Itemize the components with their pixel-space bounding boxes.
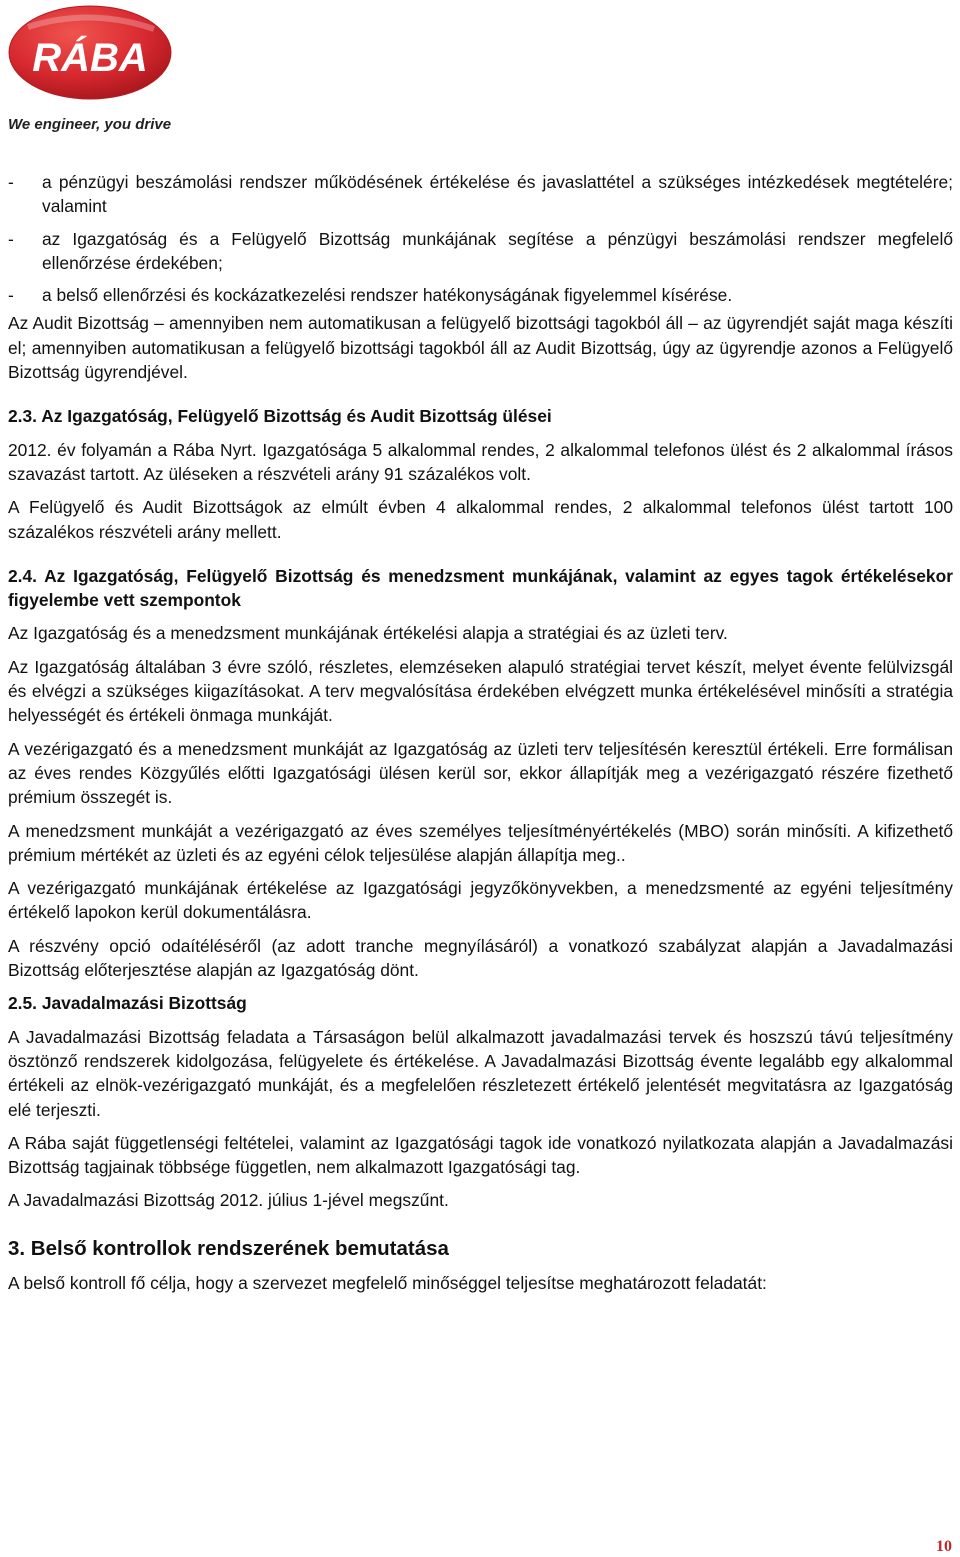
paragraph: A belső kontroll fő célja, hogy a szervezet megfelelő minőséggel teljesítse meghatározott feladatát: [8,1272,767,1293]
paragraph: Az Igazgatóság és a menedzsment munkájának értékelési alapja a stratégiai és az üzleti terv. [8,623,728,644]
paragraph-audit-bizottsag: Az Audit Bizottság – amennyiben nem automatikusan a felügyelő bizottsági tagokból áll – az ügyrendjét saját maga készíti el; amennyiben automatikusan a felügyelő bizottsági tagokból áll az Audit Bizottság, úgy az ügyrendje azonos a Felügyelő Bizottság ügyrendjével. [8,313,953,383]
paragraph: A vezérigazgató és a menedzsment munkáját az Igazgatóság az üzleti terv teljesítésén keresztül értékeli. Erre formálisan az éves rendes Közgyűlés előtti Igazgatósági ülésen kerül sor, ekkor állapítják meg a vezérigazgató részére fizethető prémium összegét is. [8,738,953,808]
paragraph: A menedzsment munkáját a vezérigazgató az éves személyes teljesítményértékelés (MBO) során minősíti. A kifizethető prémium mértékét az üzleti és az egyéni célok teljesülése alapján állapítja meg.. [8,820,953,865]
paragraph: A Felügyelő és Audit Bizottságok az elmúlt évben 4 alkalommal rendes, 2 alkalommal telefonos ülést tartott 100 százalékos részvételi arány mellett. [8,497,953,542]
list-dash: - [8,172,14,192]
list-item [8,283,953,307]
paragraph: A vezérigazgató munkájának értékelése az Igazgatósági jegyzőkönyvekben, a menedzsmenté az egyéni teljesítmény értékelő lapokon kerül dokumentálásra. [8,878,953,923]
paragraph: A Javadalmazási Bizottság feladata a Társaságon belül alkalmazott javadalmazási tervek és hoszszú távú teljesítmény ösztönző rendszerek kidolgozása, felügyelete és értékelése. A Javadalmazási Bizottság évente legalább egy alkalommal értékeli az elnök-vezérigazgató munkáját, és a megfelelően részletezett értékelő jelentését megvitatásra az Igazgatóság elé terjeszti. [8,1026,953,1120]
paragraph: 2012. év folyamán a Rába Nyrt. Igazgatósága 5 alkalommal rendes, 2 alkalommal telefonos ülést és 2 alkalommal írásos szavazást tartott. Az üléseken a részvételi arány 91 százalékos volt. [8,439,953,484]
tagline: We engineer, you drive [8,116,172,133]
logo-brand-text: RÁBA [32,36,148,80]
paragraph: A részvény opció odaítéléséről (az adott tranche megnyílásáról) a vonatkozó szabályzat alapján a Javadalmazási Bizottság előterjesztése alapján az Igazgatóság dönt. [8,935,953,981]
section-heading-2-5: 2.5. Javadalmazási Bizottság [8,993,247,1014]
page-number: 10 [936,1538,952,1555]
paragraph: A Rába saját függetlenségi feltételei, valamint az Igazgatósági tagok ide vonatkozó nyilatkozata alapján a Javadalmazási Bizottság tagjainak többsége független, nem alkalmazott Igazgatósági tag. [8,1132,953,1178]
list-item [8,170,953,219]
section-heading-2-3: 2.3. Az Igazgatóság, Felügyelő Bizottság és Audit Bizottság ülései [8,406,552,427]
list-item-text: a pénzügyi beszámolási rendszer működésének értékelése és javaslattétel a szükséges intézkedések megtételére; valamint [42,172,953,217]
list-dash: - [8,285,14,306]
document-body [8,170,953,1304]
section-heading-2-4: 2.4. Az Igazgatóság, Felügyelő Bizottság és menedzsment munkájának, valamint az egyes tagok értékelésekor figyelembe vett szempontok [8,565,953,611]
list-dash: - [8,228,14,249]
list-item-text: az Igazgatóság és a Felügyelő Bizottság munkájának segítése a pénzügyi beszámolási rendszer megfelelő ellenőrzése érdekében; [42,228,953,273]
raba-logo [8,5,172,100]
list-item [8,227,953,276]
paragraph: Az Igazgatóság általában 3 évre szóló, részletes, elemzéseken alapuló stratégiai tervet készít, melyet évente felülvizsgál és elvégzi a szükséges kiigazításokat. A terv megvalósítása érdekében elvégzett munka értékelésével minősíti a stratégia helyességét és értékeli önmaga munkáját. [8,656,953,726]
paragraph: A Javadalmazási Bizottság 2012. július 1-jével megszűnt. [8,1190,449,1211]
list-item-text: a belső ellenőrzési és kockázatkezelési rendszer hatékonyságának figyelemmel kísérése. [42,285,733,306]
section-heading-3: 3. Belső kontrollok rendszerének bemutatása [8,1236,449,1260]
